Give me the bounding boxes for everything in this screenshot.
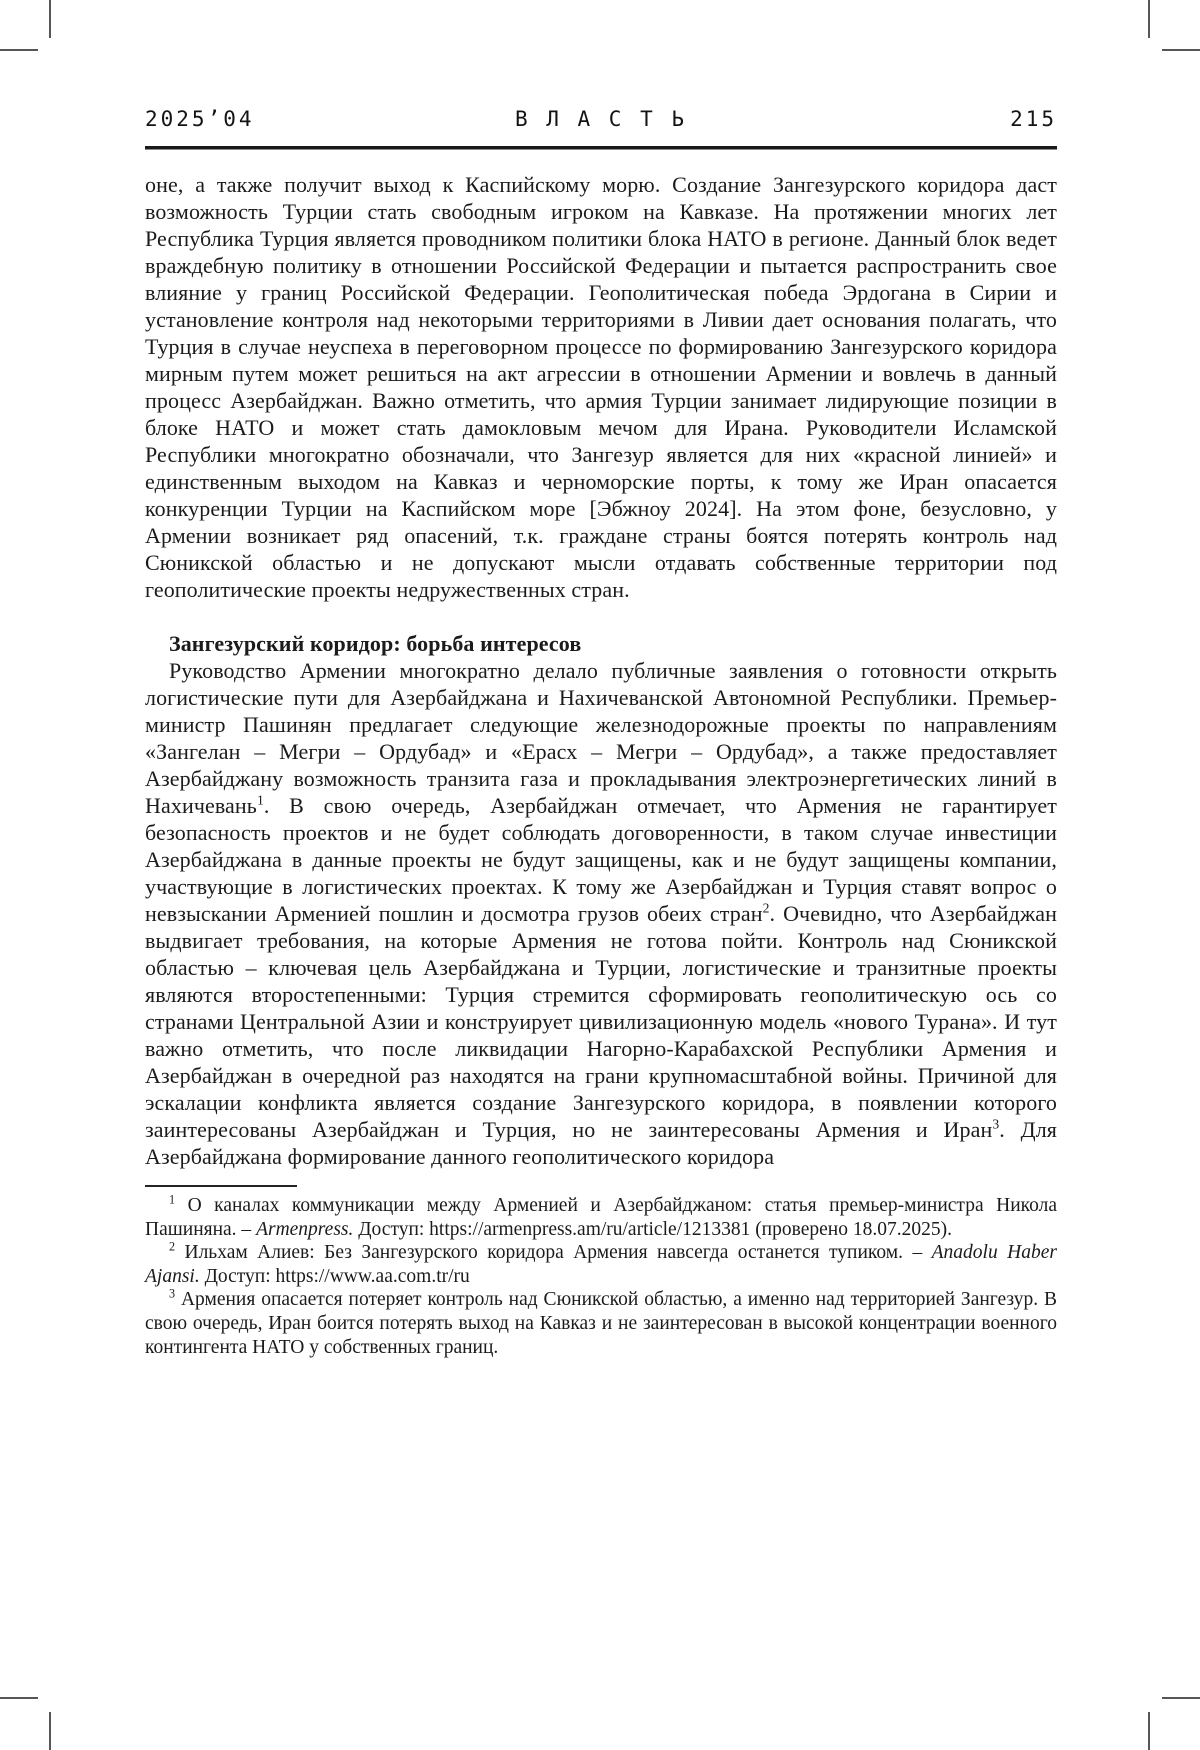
footnote-marker: 1 [256, 792, 264, 808]
article-body [145, 171, 1057, 1170]
footnote-marker: 1 [169, 1192, 176, 1207]
text-run: Доступ: https://www.aa.com.tr/ru [199, 1265, 470, 1287]
crop-mark-top-right-horizontal [1162, 49, 1200, 51]
paragraph-section [145, 657, 1057, 1170]
crop-mark-bottom-right-horizontal [1162, 1697, 1200, 1699]
crop-mark-top-right-vertical [1148, 0, 1150, 38]
footnote-marker: 3 [169, 1286, 176, 1301]
text-run: . В свою очередь, Азербайджан отмечает, что Армения не гарантирует безопасность проектов и не будет соблюдать договоренности, в таком случае инвестиции Азербайджана в данные проекты не будут защищены, как и не будут защищены компании, участвующие в логистических проектах. К тому же Азербайджан и Турция ставят вопрос о невзыскании Арменией пошлин и досмотра грузов обеих стран [145, 793, 1057, 926]
footnote-marker: 2 [169, 1239, 176, 1254]
footnote-marker: 2 [762, 900, 770, 916]
text-run: . Для Азербайджана формирование данного геополитического коридора [145, 1117, 1058, 1169]
page-number: 215 [1010, 107, 1057, 131]
text-column [145, 171, 1057, 1359]
journal-title: В Л А С Т Ь [514, 107, 688, 131]
footnote-separator-rule [145, 1185, 297, 1187]
paragraph-continuation: оне, а также получит выход к Каспийскому морю. Создание Зангезурского коридора даст возможность Турции стать свободным игроком на Кавказе. На протяжении многих лет Республика Турция является проводником политики блока НАТО в регионе. Данный блок ведет враждебную политику в отношении Российской Федерации и пытается распространить свое влияние у границ Российской Федерации. Геополитическая победа Эрдогана в Сирии и установление контроля над некоторыми территориями в Ливии дает основания полагать, что Турция в случае неуспеха в переговорном процессе по формированию Зангезурского коридора мирным путем может решиться на акт агрессии в отношении Армении и вовлечь в данный процесс Азербайджан. Важно отметить, что армия Турции занимает лидирующие позиции в блоке НАТО и может стать дамокловым мечом для Ирана. Руководители Исламской Республики многократно обозначали, что Зангезур является для них «красной линией» и единственным выходом на Кавказ и черноморские порты, к тому же Иран опасается конкуренции Турции на Каспийском море [Эбжноу 2024]. На этом фоне, безусловно, у Армении возникает ряд опасений, т.к. граждане страны боятся потерять контроль над Сюникской областью и не допускают мысли отдавать собственные территории под геополитические проекты недружественных стран. [145, 172, 1057, 602]
crop-mark-bottom-right-vertical [1148, 1712, 1150, 1750]
footnote-1 [145, 1194, 1057, 1241]
text-run: Доступ: https://armenpress.am/ru/article/1213381 (проверено 18.07.2025). [353, 1218, 952, 1240]
issue-number: 2025’04 [145, 107, 255, 131]
text-run: Ильхам Алиев: Без Зангезурского коридора Армения навсегда останется тупиком. – [175, 1242, 932, 1264]
italic-source-name: Anadolu Haber Ajansi. [145, 1242, 1057, 1287]
text-run: О каналах коммуникации между Арменией и Азербайджаном: статья премьер-министра Никола Пашиняна. – [145, 1195, 1057, 1240]
text-run: . Очевидно, что Азербайджан выдвигает требования, на которые Армения не готова пойти. Контроль над Сюникской областью – ключевая цель Азербайджана и Турции, логистические и транзитные проекты являются второстепенными: Турция стремится сформировать геополитическую ось со странами Центральной Азии и конструирует цивилизационную модель «нового Турана». И тут важно отметить, что после ликвидации Нагорно-Карабахской Республики Армения и Азербайджан в очередной раз находятся на грани крупномасштабной войны. Причиной для эскалации конфликта является создание Зангезурского коридора, в появлении которого заинтересованы Азербайджан и Турция, но не заинтересованы Армения и Иран [145, 901, 1057, 1142]
running-head [145, 107, 1057, 131]
header-rule [145, 146, 1057, 150]
footnotes-block [145, 1194, 1057, 1359]
section-heading: Зангезурский коридор: борьба интересов [169, 631, 582, 656]
text-run: Руководство Армении многократно делало публичные заявления о готовности открыть логистические пути для Азербайджана и Нахичеванской Автономной Республики. Премьер-министр Пашинян предлагает следующие железнодорожные проекты по направлениям «Зангелан – Мегри – Ордубад» и «Ерасх – Мегри – Ордубад», а также предоставляет Азербайджану возможность транзита газа и прокладывания электроэнергетических линий в Нахичевань [145, 658, 1057, 818]
crop-mark-top-left-vertical [49, 0, 51, 38]
crop-mark-bottom-left-vertical [49, 1712, 51, 1750]
crop-mark-top-left-horizontal [0, 49, 38, 51]
italic-source-name: Armenpress. [256, 1218, 354, 1240]
text-run: Армения опасается потеряет контроль над Сюникской областью, а именно над территорией Зангезур. В свою очередь, Иран боится потерять выход на Кавказ и не заинтересован в высокой концентрации военного контингента НАТО у собственных границ. [145, 1289, 1057, 1358]
footnote-2 [145, 1241, 1057, 1288]
footnote-marker: 3 [992, 1116, 1000, 1132]
crop-mark-bottom-left-horizontal [0, 1697, 38, 1699]
footnote-3 [145, 1288, 1057, 1359]
